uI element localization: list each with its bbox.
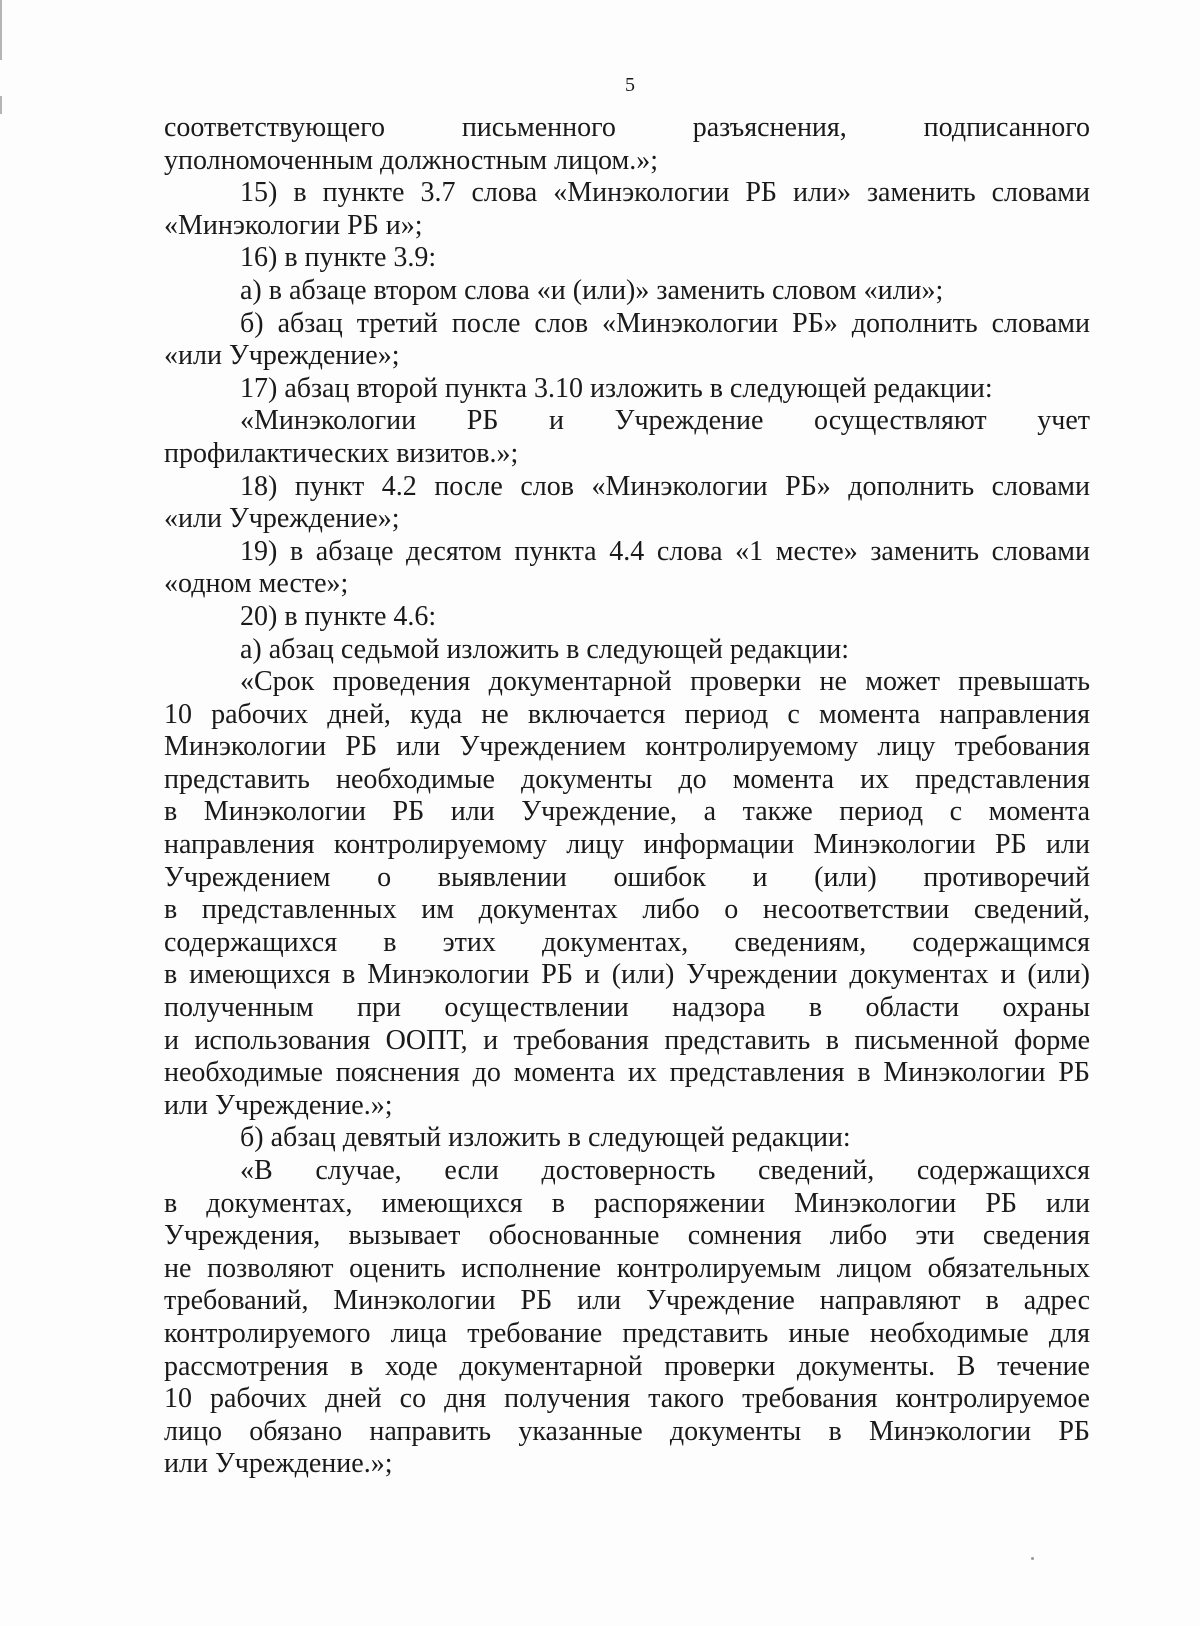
text-line: 17) абзац второй пункта 3.10 изложить в следующей редакции: xyxy=(240,372,993,404)
text-line: не позволяют оценить исполнение контролируемым лицом обязательных xyxy=(164,1252,1090,1284)
text-line: 18) пункт 4.2 после слов «Минэкологии РБ» дополнить словами xyxy=(240,470,1090,502)
text-line: б) абзац третий после слов «Минэкологии РБ» дополнить словами xyxy=(240,307,1090,339)
text-line: 16) в пункте 3.9: xyxy=(240,242,437,274)
text-line: содержащихся в этих документах, сведениям, содержащимся xyxy=(164,926,1090,958)
text-line: в Минэкологии РБ или Учреждение, а также период с момента xyxy=(164,796,1090,828)
text-line: 19) в абзаце десятом пункта 4.4 слова «1 месте» заменить словами xyxy=(240,535,1090,567)
page-number: 5 xyxy=(625,74,635,96)
text-line: соответствующего письменного разъяснения, подписанного xyxy=(164,112,1090,143)
text-line: или Учреждение.»; xyxy=(164,1089,393,1121)
document-body xyxy=(164,112,1090,1481)
text-line: полученным при осуществлении надзора в области охраны xyxy=(164,992,1090,1024)
text-line: требований, Минэкологии РБ или Учреждение направляют в адрес xyxy=(164,1285,1090,1317)
text-line: необходимые пояснения до момента их представления в Минэкологии РБ xyxy=(164,1057,1090,1089)
text-line: 20) в пункте 4.6: xyxy=(240,600,437,632)
text-line: в представленных им документах либо о несоответствии сведений, xyxy=(164,894,1090,926)
scan-edge-mark xyxy=(0,96,2,114)
text-line: «Минэкологии РБ и»; xyxy=(164,209,423,241)
text-line: «Срок проведения документарной проверки не может превышать xyxy=(240,666,1090,698)
text-line: направления контролируемому лицу информации Минэкологии РБ или xyxy=(164,829,1090,861)
text-line: в имеющихся в Минэкологии РБ и (или) Учреждении документах и (или) xyxy=(164,959,1090,991)
text-line: «Минэкологии РБ и Учреждение осуществляют учет xyxy=(240,405,1090,437)
text-line: представить необходимые документы до момента их представления xyxy=(164,763,1090,795)
text-line: Учреждения, вызывает обоснованные сомнения либо эти сведения xyxy=(164,1220,1090,1252)
text-line: и использования ООПТ, и требования представить в письменной форме xyxy=(164,1024,1090,1056)
text-line: лицо обязано направить указанные документы в Минэкологии РБ xyxy=(164,1415,1090,1447)
text-line: а) абзац седьмой изложить в следующей редакции: xyxy=(240,633,849,665)
text-line: б) абзац девятый изложить в следующей редакции: xyxy=(240,1122,851,1154)
text-line: «или Учреждение»; xyxy=(164,340,400,372)
text-line: рассмотрения в ходе документарной проверки документы. В течение xyxy=(164,1350,1090,1382)
text-line: 15) в пункте 3.7 слова «Минэкологии РБ или» заменить словами xyxy=(240,177,1090,209)
text-line: «В случае, если достоверность сведений, содержащихся xyxy=(240,1155,1090,1186)
text-line: Учреждением о выявлении ошибок и (или) противоречий xyxy=(164,861,1090,893)
text-line: уполномоченным должностным лицом.»; xyxy=(164,144,659,176)
text-line: Минэкологии РБ или Учреждением контролируемому лицу требования xyxy=(164,731,1090,763)
scan-edge-mark xyxy=(0,0,2,60)
text-line: 10 рабочих дней, куда не включается период с момента направления xyxy=(164,698,1090,730)
text-line: «или Учреждение»; xyxy=(164,503,400,535)
text-line: контролируемого лица требование представить иные необходимые для xyxy=(164,1317,1090,1349)
text-line: «одном месте»; xyxy=(164,568,349,600)
text-line: 10 рабочих дней со дня получения такого требования контролируемое xyxy=(164,1383,1090,1415)
text-line: или Учреждение.»; xyxy=(164,1448,393,1480)
scan-speck xyxy=(1031,1557,1034,1560)
text-line: профилактических визитов.»; xyxy=(164,437,519,469)
text-line: а) в абзаце втором слова «и (или)» заменить словом «или»; xyxy=(240,274,944,306)
text-line: в документах, имеющихся в распоряжении Минэкологии РБ или xyxy=(164,1187,1090,1219)
